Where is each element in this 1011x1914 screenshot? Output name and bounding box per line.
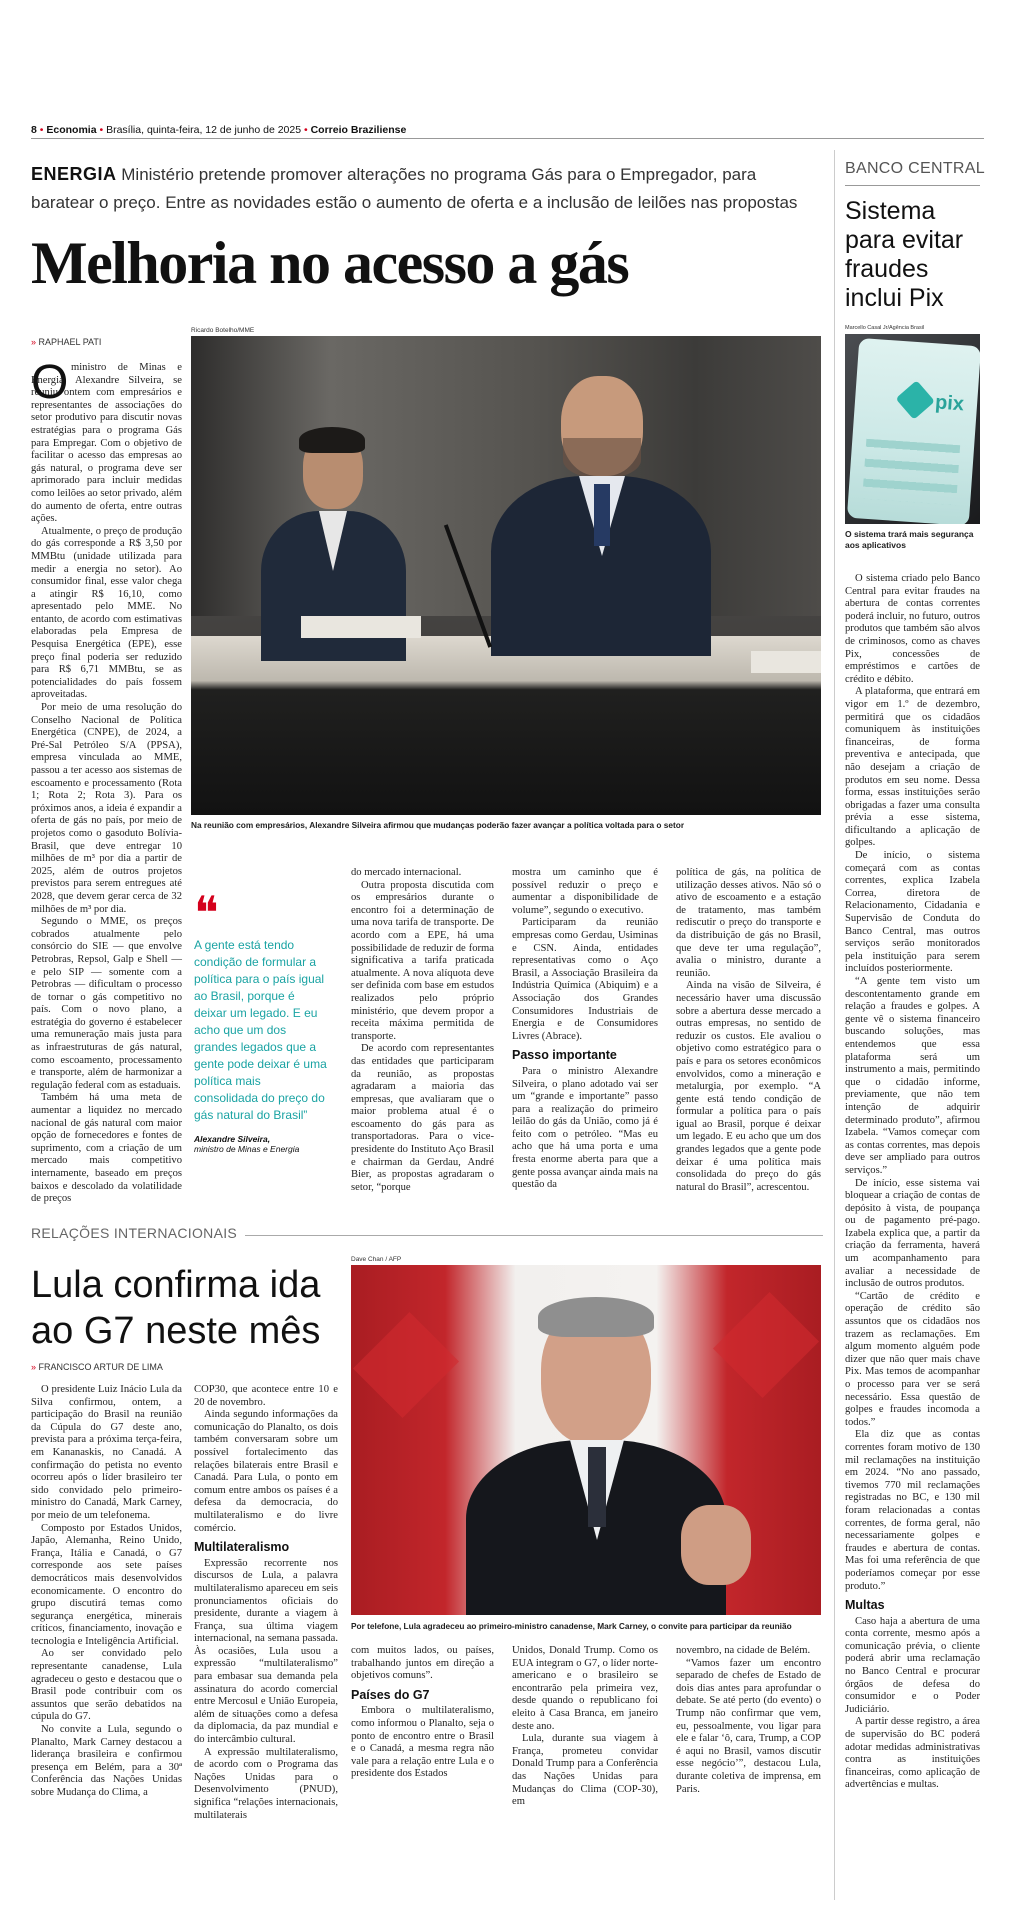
second-col1-p3: Ao ser convidado pelo representante canadense, Lula agradeceu o gesto e destacou que o Brasil pode contribuir com os assuntos que serão debatidos na cúpula do G7. bbox=[31, 1648, 182, 1723]
second-col2-p1: COP30, que acontece entre 10 e 20 de novembro. bbox=[194, 1384, 338, 1408]
quote-role: ministro de Minas e Energia bbox=[194, 1144, 300, 1154]
photo-hand bbox=[681, 1505, 751, 1585]
main-photo-caption: Na reunião com empresários, Alexandre Silveira afirmou que mudanças poderão fazer avançar a política voltada para o setor bbox=[191, 820, 685, 830]
main-col4-p3: Para o ministro Alexandre Silveira, o plano adotado vai ser um “grande e importante” passo para a realização do primeiro leilão do gás da União, como já é feito com o petróleo. “Mas eu acho que há uma porta e uma fresta enorme aberta para que a gente possa avançar ainda mais na questão da bbox=[512, 1065, 658, 1191]
pull-quote bbox=[194, 886, 327, 1154]
second-section: RELAÇÕES INTERNACIONAIS bbox=[31, 1225, 245, 1241]
second-col1-p1: O presidente Luiz Inácio Lula da Silva confirmou, ontem, a participação do Brasil na reunião da Cúpula do G7 deste ano, prevista para a próxima terça-feira, em Kananaskis, no Canadá. A confirmação do petista no evento ocorreu após o líder brasileiro ter sido convidado pelo primeiro-ministro do Canadá, Mark Carney, por meio de um telefonema. bbox=[31, 1384, 182, 1521]
flag-leaf-left bbox=[353, 1312, 459, 1418]
main-column-1 bbox=[31, 356, 182, 1206]
quote-author: Alexandre Silveira, bbox=[194, 1134, 271, 1144]
main-col3-p3: De acordo com representantes das entidades que participaram da reunião, as propostas agradaram a maioria das empresas, que avaliaram que o maior problema atual é o escoamento do gás para as transportadoras. Para o vice-presidente do Instituto Aço Brasil e chairman da Gerdau, André Bier, as propostas agradaram o setor, “porque bbox=[351, 1043, 494, 1193]
second-col5-p1: novembro, na cidade de Belém. bbox=[676, 1645, 811, 1656]
second-column-4 bbox=[512, 1645, 658, 1809]
issue-date: Brasília, quinta-feira, 12 de junho de 2025 bbox=[106, 124, 302, 136]
sidebar-subhead-multas: Multas bbox=[845, 1598, 885, 1613]
quote-text: A gente está tendo condição de formular a política para o país igual ao Brasil, porque é deixar um legado. E eu acho que um dos grandes legados que a gente pode deixar é uma política mais consolidada do preço do gás natural do Brasil” bbox=[194, 938, 327, 1122]
sidebar-p4: “A gente tem visto um descontentamento grande em relação a fraudes e golpes. A gente vê o sistema financeiro buscando soluções, mas entendemos que essa plataforma será um instrumento a mais, permitindo que o cidadão informe, previamente, que não tem intenção de adquirir determinado produto”, afirmou Izabela. “Vamos começar com as contas correntes, mas depois deve ser ampliado para outros serviços.” bbox=[845, 976, 980, 1176]
photo-nameplate-left bbox=[301, 616, 421, 638]
second-col5-p2: “Vamos fazer um encontro separado de chefes de Estado de dois dias antes para aprofundar o debate. Se até perto (do evento) o Trump não confirmar que vem, eu, pessoalmente, vou ligar para ele e falar ‘ô, cara, Trump, a COP é aqui no Brasil, vamos discutir esse negócio’”, destacou Lula, durante coletiva de imprensa, em Paris. bbox=[676, 1657, 821, 1795]
second-column-1 bbox=[31, 1384, 182, 1800]
main-photo bbox=[191, 336, 821, 815]
phone-screen bbox=[847, 338, 980, 524]
main-col4-p1: mostra um caminho que é possível reduzir o preço e aumentar a disponibilidade de volume”, segundo o executivo. bbox=[512, 867, 658, 916]
sidebar-photo-credit: Marcello Casal Jr/Agência Brasil bbox=[845, 325, 925, 331]
photo-nameplate-right bbox=[751, 651, 821, 673]
sidebar-divider bbox=[834, 150, 835, 1900]
second-col2-p4: A expressão multilateralismo, de acordo com o Programa das Nações Unidas para o Desenvolvimento (PNUD), significa “relações internacionais, multilaterais bbox=[194, 1746, 338, 1821]
second-col2-p2: Ainda segundo informações da comunicação do Planalto, os dois também conversaram sobre um possível fortalecimento das relações bilaterais entre Brasil e Canadá. Para Lula, o ponto em comum entre ambos os países é a defesa da democracia, do multilateralismo e do livre comércio. bbox=[194, 1409, 338, 1534]
sidebar-p9: A partir desse registro, a área de supervisão do BC poderá adotar medidas administrativas contra as instituições financeiras, como aplicação de advertências e multas. bbox=[845, 1716, 980, 1791]
main-byline-name: RAPHAEL PATI bbox=[38, 337, 102, 347]
main-col1-p4: Segundo o MME, os preços cobrados atualmente pelo consórcio do SIE — que envolve Petrobras, Repsol, Galp e Shell — e pelo SIP — somente com a Petrobras — dificultam o processo de tornar o gás competitivo no país. Com o novo plano, a estratégia do governo é estabelecer uma remuneração mais justa para as infraestruturas de gás natural, como escoamento, processamento e transporte, além de harmonizar a regulação federal com as estaduais. bbox=[31, 916, 182, 1091]
photo-person-right bbox=[491, 376, 711, 656]
main-subhead-passo: Passo importante bbox=[512, 1048, 617, 1063]
photo-table bbox=[191, 636, 821, 815]
masthead: 8 • Economia • Brasília, quinta-feira, 12 de junho de 2025 • Correio Braziliense bbox=[31, 124, 407, 136]
second-photo-caption: Por telefone, Lula agradeceu ao primeiro-ministro canadense, Mark Carney, o convite para participar da reunião bbox=[351, 1621, 792, 1631]
main-deck-text: Ministério pretende promover alterações no programa Gás para o Empregador, para baratear o preço. Entre as novidades estão o aumento de oferta e a inclusão de leilões nas propostas bbox=[31, 165, 798, 212]
sidebar-body bbox=[845, 573, 980, 1792]
second-byline-name: FRANCISCO ARTUR DE LIMA bbox=[38, 1362, 163, 1372]
sidebar-p1: O sistema criado pelo Banco Central para evitar fraudes na abertura de contas correntes poderá incluir, no futuro, outros produtos que também são alvos de criminosos, como as chaves Pix, concessões de empréstimos e cartões de crédito e débito. bbox=[845, 573, 980, 685]
masthead-rule bbox=[31, 138, 984, 139]
main-col5-p1: política de gás, na política de utilização desses ativos. Não só o ativo de escoamento e a estação de tratamento, mas também rediscutir o preço do transporte e da distribuição de gás no Brasil, que deve ter uma regulação”, avalia o ministro, durante a reunião. bbox=[676, 867, 821, 979]
main-column-3 bbox=[351, 867, 494, 1194]
sidebar-p8: Caso haja a abertura de uma conta corrente, mesmo após a comunicação prévia, o cliente poderá abrir uma reclamação no Banco Central e procurar órgãos de defesa do consumidor e o Poder Judiciário. bbox=[845, 1615, 980, 1715]
main-deck bbox=[31, 160, 811, 217]
main-headline: Melhoria no acesso a gás bbox=[31, 230, 629, 296]
second-headline: Lula confirma ida ao G7 neste mês bbox=[31, 1264, 321, 1352]
sidebar-section-rule bbox=[845, 185, 980, 186]
pix-diamond-icon bbox=[895, 380, 935, 420]
page-number: 8 bbox=[31, 124, 37, 136]
second-col2-p3: Expressão recorrente nos discursos de Lula, a palavra multilateralismo apareceu em seis pronunciamentos oficiais do presidente, durante a viagem à França, sua última viagem internacional, na semana passada. Às ocasiões, Lula usou a expressão “multilateralismo” para embasar sua demanda pela assinatura do acordo comercial entre Mercosul e União Europeia, além de situações como a defesa da diplomacia, da paz mundial e do intercâmbio cultural. bbox=[194, 1557, 338, 1746]
pix-logo-text: pix bbox=[934, 391, 965, 416]
main-byline: » RAPHAEL PATI bbox=[31, 337, 102, 347]
section-name: Economia bbox=[46, 124, 97, 136]
second-column-3 bbox=[351, 1645, 494, 1781]
second-subhead-multilateralismo: Multilateralismo bbox=[194, 1540, 290, 1555]
second-col3-p1: com muitos lados, ou países, trabalhando juntos em direção a objetivos comuns”. bbox=[351, 1645, 494, 1682]
main-photo-credit: Ricardo Botelho/MME bbox=[191, 327, 255, 334]
main-col4-p2: Participaram da reunião empresas como Gerdau, Usiminas e CSN. Ainda, entidades representativas como o Aço Brasil, a Associação Brasileira da Indústria Química (Abiquim) e a Associação dos Grandes Consumidores Industriais de Energia e de Consumidores Livres (Abrace). bbox=[512, 917, 658, 1042]
main-col1-p1: ministro de Minas e Energia, Alexandre Silveira, se reuniu ontem com empresários e representantes de associações do setor produtivo para discutir novas estratégias para o programa Gás para Empregar. Com o objetivo de facilitar o acesso das empresas ao gás natural, o programa deve ser aprimorado para incluir medidas como leilões ao setor privado, além do aumento de oferta, entre outras ações. bbox=[31, 362, 182, 525]
second-col1-p2: Composto por Estados Unidos, Japão, Alemanha, Reino Unido, França, Itália e Canadá, o G7 corresponde aos sete países democráticos mais desenvolvidos economicamente. O encontro do grupo discutirá temas como segurança energética, minerais críticos, financiamento, inovação e tecnologia e Inteligência Artificial. bbox=[31, 1522, 182, 1647]
second-byline: » FRANCISCO ARTUR DE LIMA bbox=[31, 1362, 163, 1372]
sidebar-p6: “Cartão de crédito e operação de crédito são assuntos que os cidadãos nos trazem as reclamações. Em algum momento alguém pode dizer que não quer mais chave Pix. Mas temos de acompanhar o processo para ver se será necessário. Essa questão de golpes e fraudes incomoda a todos.” bbox=[845, 1290, 980, 1428]
second-col4-p1: Unidos, Donald Trump. Como os EUA integram o G7, o líder norte-americano e o brasileiro se encontrarão pela primeira vez, desde quando o republicano foi eleito à Casa Branca, em janeiro deste ano. bbox=[512, 1645, 658, 1732]
second-col4-p2: Lula, durante sua viagem à França, prometeu convidar Donald Trump para a Conferência das Nações Unidas para Mudanças do Clima (COP-30), em bbox=[512, 1733, 658, 1808]
main-col1-p5: Também há uma meta de aumentar a liquidez no mercado nacional de gás natural com maior opção de fornecedores e fontes de suprimento, com a criação de um mercado mais competitivo internamente, baseado em preços baixos e descolado da volatilidade de preços bbox=[31, 1092, 182, 1205]
main-column-5 bbox=[676, 867, 821, 1194]
sidebar-p2: A plataforma, que entrará em vigor em 1.º de dezembro, permitirá que os cidadãos comuniquem às instituições financeiras, de forma preventiva e antecipada, que não desejam a criação de produtos em seu nome. Dessa forma, essas instituições serão obrigadas a fazer uma consulta prévia a esse sistema, dificultando a aplicação de golpes. bbox=[845, 686, 980, 849]
sidebar-photo-caption: O sistema trará mais segurança aos aplicativos bbox=[845, 529, 974, 550]
second-col1-p4: No convite a Lula, segundo o Planalto, Mark Carney destacou a liderança brasileira e confirmou presença em Belém, para a 30ª Conferência das Nações Unidas sobre Mudança do Clima, a bbox=[31, 1724, 182, 1798]
second-photo bbox=[351, 1265, 821, 1615]
quote-mark-icon: ❝ bbox=[194, 886, 219, 940]
sidebar-photo bbox=[845, 334, 980, 524]
main-col1-p2: Atualmente, o preço de produção do gás corresponde a R$ 3,50 por MMBtu (unidade utilizada para medir a energia no setor). Ao consumidor final, esse valor chega a atingir R$ 16,10, como apresentado pelo MME. No entanto, de acordo com estimativas elaboradas pela Empresa de Pesquisa Energética (EPE), esse preço final poderia ser reduzido para R$ 6,71 MMBtu, se as potencialidades do país fossem aproveitadas. bbox=[31, 525, 182, 701]
phone-menu-lines bbox=[862, 439, 960, 505]
newspaper-name: Correio Braziliense bbox=[310, 124, 407, 136]
flag-leaf-right bbox=[713, 1292, 819, 1398]
main-col1-p3: Por meio de uma resolução do Conselho Nacional de Política Energética (CNPE), de 2024, a Pré-Sal Petróleo S/A (PPSA), empresa vinculada ao MME, passou a ter acesso aos sistemas de escoamento e processamento (Rota 1; Rota 2; Rota 3). Para os próximos anos, a ideia é expandir a oferta de gás no país, por meio de projetos como o gasoduto Bolívia-Brasil, que deve entregar 10 milhões de m³ por dia a partir de 2025, além de outros projetos previstos para serem entregues até 2028, que devem gerar cerca de 32 milhões de m³ por dia. bbox=[31, 702, 182, 915]
main-col3-p1: do mercado internacional. bbox=[351, 867, 462, 878]
second-column-5 bbox=[676, 1645, 821, 1796]
main-column-4 bbox=[512, 867, 658, 1192]
main-dropcap: O bbox=[31, 356, 69, 409]
main-kicker: ENERGIA bbox=[31, 164, 117, 184]
second-column-2 bbox=[194, 1384, 338, 1822]
sidebar-p5: De início, esse sistema vai bloquear a criação de contas de depósito à vista, de poupança ou de pagamento pré-pago. Izabela explica que, a partir da criação da ferramenta, haverá um acompanhamento para avaliar a necessidade de inclusão de outros produtos. bbox=[845, 1177, 980, 1290]
main-col3-p2: Outra proposta discutida com os empresários durante o encontro foi a determinação de uma nova tarifa de transporte. De acordo com a EPE, há uma possibilidade de reduzir de forma significativa a tarifa praticada atualmente. A nova alíquota deve ser definida com base em estudos realizados pelo próprio ministério, que devem propor a receita máxima permitida de transporte. bbox=[351, 879, 494, 1042]
second-subhead-paises: Países do G7 bbox=[351, 1687, 430, 1702]
sidebar-section: BANCO CENTRAL bbox=[845, 160, 985, 177]
sidebar-p3: De início, o sistema começará com as contas correntes, explica Izabela Correa, diretora de Relacionamento, Cidadania e Supervisão de Conduta do Banco Central, mas outros serviços serão monitorados pela instituição para serem incluídos posteriormente. bbox=[845, 850, 980, 975]
main-col5-p2: Ainda na visão de Silveira, é necessário haver uma discussão sobre a abertura desse mercado a outras empresas, no sentido de reduzir os custos. Ele avaliou o objetivo como estratégico para o país e para os setores econômicos envolvidos, como a mineração e metalurgia, por exemplo. “A gente está tendo condição de formular a política para o país igual ao Brasil, porque é deixar um legado. E eu acho que um dos grandes legados que a gente pode deixar é uma política mais consolidada do preço do gás natural do Brasil”, acrescentou. bbox=[676, 980, 821, 1193]
second-col3-p2: Embora o multilateralismo, como informou o Planalto, seja o ponto de encontro entre o Brasil e o Canadá, a mesma regra não vale para a relação entre Lula e o presidente dos Estados bbox=[351, 1705, 494, 1780]
sidebar-title: Sistema para evitar fraudes inclui Pix bbox=[845, 197, 964, 312]
sidebar-p7: Ela diz que as contas correntes foram motivo de 130 mil reclamações na instituição em 2024. “No ano passado, tivemos 770 mil reclamações registradas no BC, e 130 mil foram relacionadas a contas correntes, de forma geral, não necessariamente golpes e fraudes e abertura de contas. Mas foi uma referência de que poderíamos começar por esse produto.” bbox=[845, 1429, 980, 1592]
second-photo-credit: Dave Chan / AFP bbox=[351, 1256, 402, 1263]
